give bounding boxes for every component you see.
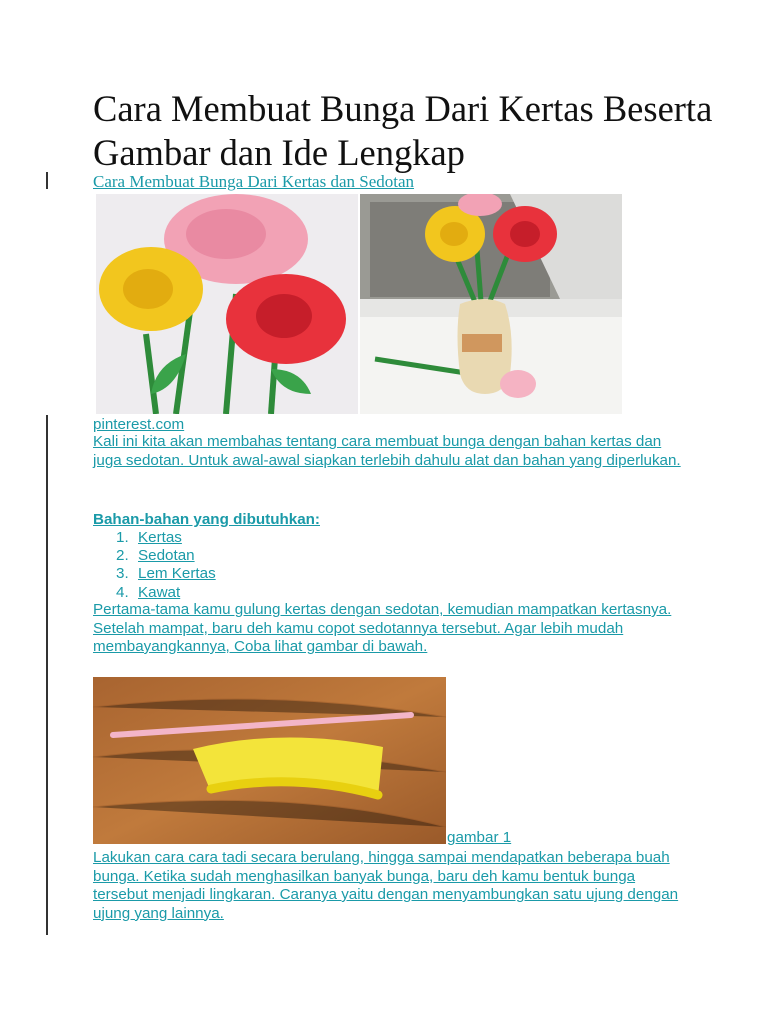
materials-list [116, 529, 216, 602]
paragraph-repeat: Lakukan cara cara tadi secara berulang, hingga sampai mendapatkan beberapa buah bunga. Ketika sudah menghasilkan banyak bunga, baru deh kamu bentuk bunga tersebut menjadi lingkaran. Caranya yaitu dengan menyambungkan satu ujung dengan ujung yang lainnya. [93, 849, 679, 922]
materials-heading: Bahan-bahan yang dibutuhkan: [93, 511, 320, 528]
photo-flowers-in-vase [360, 194, 622, 414]
subtitle-link[interactable]: Cara Membuat Bunga Dari Kertas dan Sedotan [93, 172, 415, 191]
image-source[interactable]: pinterest.com [93, 416, 185, 433]
list-item: 2. Sedotan [116, 547, 195, 565]
list-item: 3. Lem Kertas [116, 565, 216, 583]
photo-paper-straw [93, 677, 446, 844]
list-item: 1. Kertas [116, 529, 182, 546]
figure-caption[interactable]: gambar 1 [447, 829, 512, 846]
margin-bar-bottom [46, 415, 48, 935]
paragraph-intro: Kali ini kita akan membahas tentang cara membuat bunga dengan bahan kertas dan juga sedotan. Untuk awal-awal siapkan terlebih dahulu alat dan bahan yang diperlukan. [93, 433, 681, 469]
photo-paper-flowers [96, 194, 358, 414]
paragraph-instructions: Pertama-tama kamu gulung kertas dengan sedotan, kemudian mampatkan kertasnya. Setelah mampat, baru deh kamu copot sedotannya tersebut. Agar lebih mudah membayangkannya, Coba lihat gambar di bawah. [93, 601, 672, 655]
list-item: 4. Kawat [116, 583, 181, 601]
margin-bar-top [46, 172, 48, 189]
document-title: Cara Membuat Bunga Dari Kertas Beserta Gambar dan Ide Lengkap [93, 88, 713, 173]
